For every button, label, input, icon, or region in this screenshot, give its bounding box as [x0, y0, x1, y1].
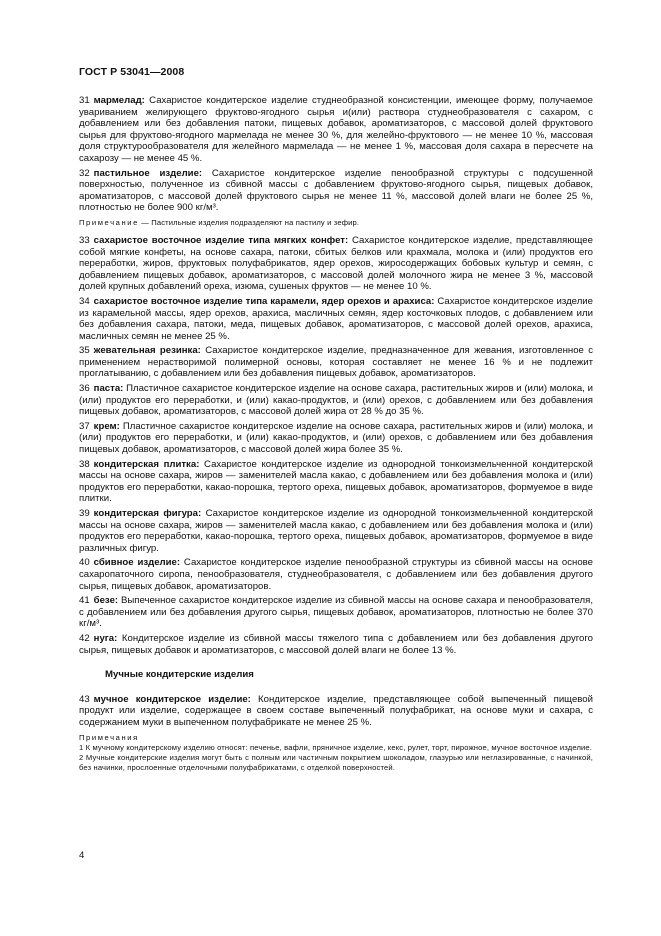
entry-number: 38 [79, 458, 90, 470]
document-body [79, 95, 593, 773]
entry-number: 43 [79, 693, 90, 705]
term-entry-36 [79, 383, 593, 418]
entry-number: 37 [79, 420, 90, 432]
term-entry-39 [79, 508, 593, 554]
note-item-1: 1 К мучному кондитерскому изделию относят: печенье, вафли, пряничное изделие, кекс, рулет, торт, пирожное, мучное восточное изделие. [79, 742, 593, 752]
document-id: ГОСТ Р 53041—2008 [79, 66, 185, 78]
entry-term: мучное кондитерское изделие: [93, 693, 251, 705]
term-entry-31 [79, 95, 593, 165]
entry-term: жевательная резинка: [93, 345, 201, 357]
term-entry-38 [79, 459, 593, 505]
term-entry-32 [79, 168, 593, 214]
entry-term: кондитерская плитка: [93, 458, 200, 470]
entry-definition: Пластичное сахаристое кондитерское изделие на основе сахара, растительных жиров и (или) молока, и (или) продуктов его переработки, и (или) какао-продуктов, и (или) орехов, с добавлением или без добавления пищевых добавок, ароматизаторов, с массовой долей жира от 28 % до 35 %. [79, 383, 593, 418]
entry-definition: Сахаристое кондитерское изделие из однородной тонкоизмельченной кондитерской массы на основе сахара, жиров — заменителей масла какао, с добавлением или без добавления молока и (или) продуктов его переработки, какао-порошка, тертого ореха, пищевых добавок, ароматизаторов, формуемое в виде плитки. [79, 458, 594, 505]
entry-number: 32 [79, 167, 90, 179]
term-entry-42 [79, 633, 593, 656]
entry-definition: Сахаристое кондитерское изделие из однородной тонкоизмельченной кондитерской массы на основе сахара, жиров — заменителей масла какао, с добавлением или без добавления молока и (или) продуктов его переработки, какао-порошка, тертого ореха, пищевых добавок, ароматизаторов, формуемое в виде различных фигур. [79, 508, 593, 554]
entry-term: сахаристое восточное изделие типа мягких конфет: [93, 234, 349, 246]
section-heading: Мучные кондитерские изделия [105, 669, 254, 681]
entry-number: 35 [79, 345, 90, 357]
term-entry-43 [79, 694, 593, 729]
entry-term: мармелад: [93, 95, 145, 106]
entry-term: паста: [93, 383, 124, 395]
entry-definition: Сахаристое кондитерское изделие студнеобразной консистенции, имеющее форму, получаемое увариванием желирующего фруктово-ягодного сырья и(или) раствора студнеобразователя с сахаром, с добавлением или без добавления патоки, пищевых добавок, ароматизаторов, с массовой долей фруктового сырья для фруктово-ягодного мармелада не менее 30 %, для желейно-фруктового — не менее 10 %, массовая доля структурообразователя для желейного мармелада — не менее 1 %, массовая доля сахара в пересчете на сахарозу — не менее 45 %. [79, 95, 593, 164]
entry-term: нуга: [93, 632, 118, 644]
term-entry-40 [79, 557, 593, 592]
entry-term: сбивное изделие: [93, 557, 181, 569]
entry-definition: Сахаристое кондитерское изделие пенообразной структуры с подсушенной поверхностью, полученное из сбивной массы с добавлением фруктово-ягодного сырья, пищевых добавок, ароматизаторов, с массовой долей фруктового сырья не менее 11 %, массовой долей влаги не более 25 %, плотностью не более 900 кг/м³. [79, 167, 593, 214]
entry-definition: Кондитерское изделие из сбивной массы тяжелого типа с добавлением или без добавления другого сырья, пищевых добавок и ароматизаторов, с массовой долей влаги не более 13 %. [79, 632, 594, 656]
entry-number: 39 [79, 508, 90, 519]
entry-definition: Выпеченное сахаристое кондитерское изделие из сбивной массы на основе сахара и пенообразователя, с добавлением или без добавления другого сырья, пищевых добавок, ароматизаторов, плотностью не более 370 кг/м³. [79, 595, 593, 630]
notes-title: Примечания [79, 732, 139, 742]
entry-term: безе: [93, 595, 119, 607]
term-entry-33 [79, 235, 593, 293]
entry-definition: Кондитерское изделие, представляющее собой выпеченный пищевой продукт или изделие, содержащее в своем составе выпеченный полуфабрикат, на основе муки и сахара, с содержанием муки в выпеченном полуфабрикате не менее 25 %. [79, 693, 593, 728]
term-entry-37 [79, 421, 593, 456]
entry-term: кондитерская фигура: [93, 508, 202, 519]
entry-term: сахаристое восточное изделие типа карамели, ядер орехов и арахиса: [93, 295, 435, 307]
note-lead: Примечание [79, 217, 139, 227]
term-entry-41 [79, 595, 593, 630]
entry-definition: Сахаристое кондитерское изделие, представляющее собой мягкие конфеты, на основе сахара, патоки, сбитых белков или крахмала, молока и (или) продуктов его переработки, жиров, фруктовых полуфабрикатов, ядер орехов, жиросодержащих бобовых культур и семян, с добавлением пищевых добавок, ароматизаторов, с массовой долей молочного жира не менее 3 %, массовой долей крупных добавлений ореха, изюма, сушеных фруктов — не менее 10 %. [79, 234, 593, 293]
term-entry-35 [79, 345, 593, 380]
entry-definition: Пластичное сахаристое кондитерское изделие на основе сахара, растительных жиров и (или) молока, и (или) продуктов его переработки, и (или) какао-продуктов, и (или) орехов, с добавлением или без добавления пищевых добавок, ароматизаторов, с массовой долей жира более 35 %. [79, 420, 593, 456]
entry-definition: Сахаристое кондитерское изделие, предназначенное для жевания, изготовленное с применением нерастворимой полимерной основы, которая составляет не менее 16 % и не подлежит проглатыванию, с добавлением или без добавления пищевых добавок, ароматизаторов. [79, 345, 594, 380]
entry-number: 42 [79, 632, 90, 644]
entry-number: 36 [79, 383, 90, 395]
note-item-2: 2 Мучные кондитерские изделия могут быть с полным или частичным покрытием шоколадом, глазурью или неглазированные, с начинкой, без начинки, прослоенные отделочными полуфабрикатами, с отделкой поверхностей. [79, 752, 593, 773]
entry-number: 31 [79, 95, 90, 106]
note-text: — Пастильные изделия подразделяют на пастилу и зефир. [138, 217, 360, 227]
entry-term: пастильное изделие: [93, 167, 203, 179]
entry-term: крем: [93, 420, 120, 432]
page-number: 4 [79, 850, 85, 861]
notes-43 [79, 733, 593, 774]
entry-definition: Сахаристое кондитерское изделие пенообразной структуры из сбивной массы на основе сахаропаточного сиропа, пенообразователя, студнеобразователя, с добавлением или без добавления другого сырья, пищевых добавок, ароматизаторов. [79, 557, 594, 592]
entry-number: 40 [79, 557, 90, 569]
entry-number: 33 [79, 234, 90, 246]
entry-number: 41 [79, 595, 90, 607]
entry-definition: Сахаристое кондитерское изделие из карамельной массы, ядер орехов, арахиса, масличных семян, ядер косточковых плодов, с добавлением или без добавления сахара, патоки, меда, пищевых добавок, ароматизаторов, с массовой долей орехов, арахиса, масличных семян не менее 25 %. [79, 295, 593, 342]
term-entry-34 [79, 296, 593, 342]
note-32 [79, 218, 593, 228]
entry-number: 34 [79, 295, 90, 307]
